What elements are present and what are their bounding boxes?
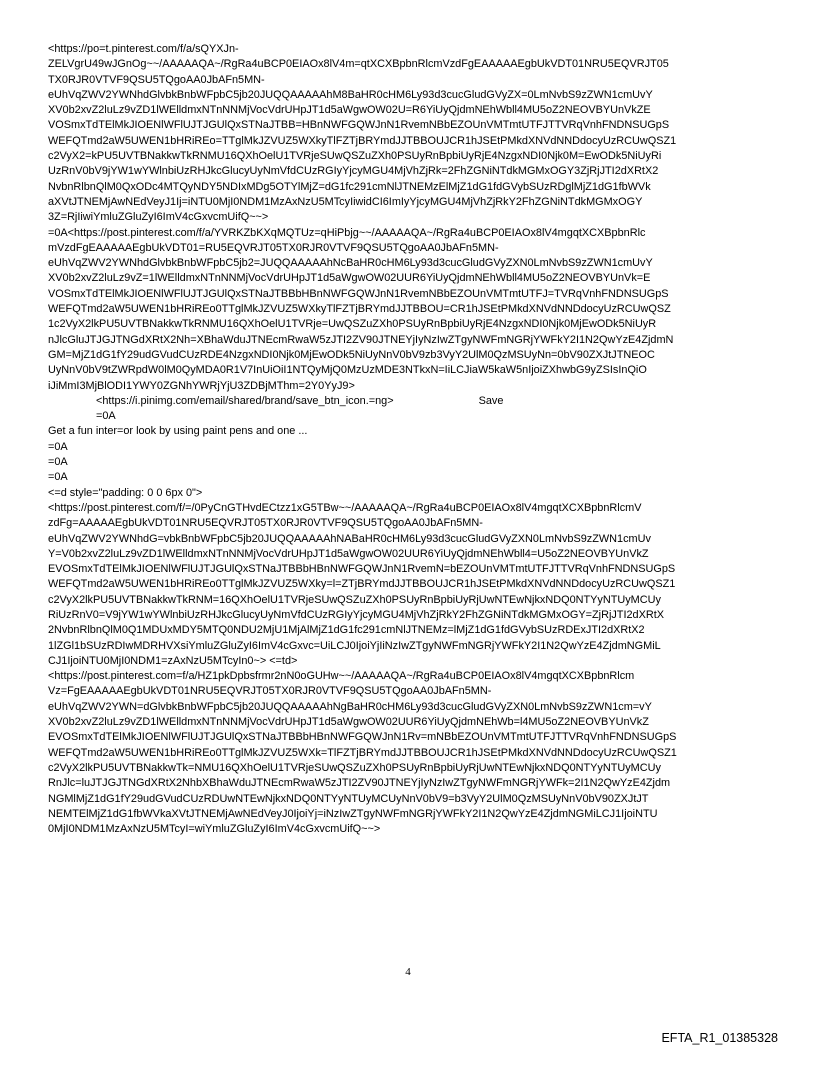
text-line: Y=V0b2xvZ2luLz9vZD1lWElldmxNTnNNMjVocVdrUHpJT1d5aWgwOW02UUR6YiUyQjdmNEhWbll4=U5oZ2NEOVBYUnVkZ: [48, 547, 649, 560]
text-line: RnJlc=luJTJGJTNGdXRtX2NhbXBhaWduJTNEcmRwaW5zJTI2ZV90JTNEYjIyNzIwZTgyNWFmNGRjYWFk=2I1N2QwYzE4Zjdm: [48, 777, 671, 790]
text-line: NGMlMjZ1dG1fY29udGVudCUzRDUwNTEwNjkxNDQ0NTYyNTUyMCUyNnV0bV9=b3VyY2UlM0QzMSUyNnV0bV90ZXJtJT: [48, 792, 649, 805]
page-number: 4: [405, 966, 411, 978]
text-line: c2VyX2lkPU5UVTBNakkwTk=NMU16QXhOelU1TVRjeSUwQSZuZXh0PSUyRnBpbiUyRjUwNTEwNjkxNDQ0NTYyNTUyMCUy: [48, 761, 661, 774]
document-id: EFTA_R1_01385328: [661, 1031, 778, 1045]
text-line: 1c2VyX2lkPU5UVTBNakkwTkRNMU16QXhOelU1TVRje=UwQSZuZXh0PSUyRnBpbiUyRjE4NzgxNDI0Njk0MjEwODk5NiUyR: [48, 318, 657, 331]
text-line: XV0b2xvZ2luLz9vZD1lWElldmxNTnNNMjVocVdrUHpJT1d5aWgwOW02UUR6YiUyQjdmNEhWb=l4MU5oZ2NEOVBYUnVkZ: [48, 716, 649, 729]
text-line: iJiMmI3MjBlODI1YWY0ZGNhYWRjYjU3ZDBjMThm=2Y0YyJ9>: [48, 379, 355, 392]
text-line: mVzdFgEAAAAAEgbUkVDT01=RU5EQVRJT05TX0RJR0VTVF9QSU5TQgoAA0JbAFn5MN-: [48, 241, 499, 254]
text-line: zdFg=AAAAAEgbUkVDT01NRU5EQVRJT05TX0RJR0VTVF9QSU5TQgoAA0JbAFn5MN-: [48, 517, 483, 530]
text-line: XV0b2xvZ2luLz9vZ=1lWElldmxNTnNNMjVocVdrUHpJT1d5aWgwOW02UUR6YiUyQjdmNEhWbll4MU5oZ2NEOVBYUnVk=E: [48, 272, 651, 285]
middle-lines-block: [48, 424, 770, 500]
save-label: Save: [478, 394, 504, 407]
text-line: eUhVqZWV2YWNhdG=vbkBnbWFpbC5jb20JUQQAAAAAhNABaHR0cHM6Ly93d3cucGludGVyZXN0LmNvbS9zZWN1cmUv: [48, 532, 651, 545]
text-line: aXVtJTNEMjAwNEdVeyJ1Ij=iNTU0MjI0NDM1MzAxNzU5MTcyIiwidCI6ImIyYjcyMGU4MjVhZjRkY2FhZGNiNTdkMGMxOGY: [48, 195, 643, 208]
email-body-text: [48, 42, 770, 837]
text-line: Get a fun inter=or look by using paint pens and one ...: [48, 425, 308, 438]
save-icon-url: <https://i.pinimg.com/email/shared/brand/save_btn_icon.=ng>: [96, 394, 394, 407]
text-line: UyNnV0bV9tZWRpdW0lM0QyMDA0R1V7InUiOiI1NTQyMjQ0MzUzMDE3NTkxN=IiLCJiaW5kaW5nIjoiZXhwbG9yZSIsInQiO: [48, 364, 647, 377]
text-line: <=d style="padding: 0 0 6px 0">: [48, 486, 203, 499]
text-line: <https://po=t.pinterest.com/f/a/sQYXJn-: [48, 43, 239, 55]
text-line: WEFQTmd2aW5UWEN1bHRiREo0TTglMkJZVUZ5WXky=l=ZTjBRYmdJJTBBOUJCR1hJSEtPMkdXNVdNNDdocyUzRCUwQSZ1: [48, 578, 676, 591]
text-line: eUhVqZWV2YWNhdGlvbkBnbWFpbC5jb2=JUQQAAAAAhNcBaHR0cHM6Ly93d3cucGludGVyZXN0LmNvbS9zZWN1cmUvY: [48, 257, 653, 270]
url-lines-block-2: [48, 501, 770, 838]
text-line: 0MjI0NDM1MzAxNzU5MTcyI=wiYmluZGluZyI6ImV4cGxvcmUifQ~~>: [48, 823, 381, 836]
text-line: Vz=FgEAAAAAEgbUkVDT01NRU5EQVRJT05TX0RJR0VTVF9QSU5TQgoAA0JbAFn5MN-: [48, 685, 492, 698]
text-line: 2NvbnRlbnQlM0Q1MDUxMDY5MTQ0NDU2MjU1MjAlMjZ1dG1fc291cmNlJTNEMz=lMjZ1dG1fdGVybSUzRDExJTI2dXRtX2: [48, 624, 645, 637]
save-button-row: [48, 394, 770, 409]
text-line: WEFQTmd2aW5UWEN1bHRiREo0TTglMkJZVUZ5WXk=TlFZTjBRYmdJJTBBOUJCR1hJSEtPMkdXNVdNNDdocyUzRCUwQSZ1: [48, 746, 677, 759]
text-line: EVOSmxTdTElMkJIOENlWFlUJTJGUlQxSTNaJTBBbHBnNWFGQWJnN1RvemN=bEZOUnVMTmtUTFJTTVRqVnhFNDNSUGpS: [48, 563, 676, 576]
text-line: =0A: [48, 456, 68, 469]
text-line: GM=MjZ1dG1fY29udGVudCUzRDE4NzgxNDI0Njk0MjEwODk5NiUyNnV0bV9zb3VyY2UlM0QzMSUyNn=0bV90ZXJtJTNEOC: [48, 348, 655, 361]
text-line: <https://post.pinterest.com/f/=/0PyCnGTHvdECtzz1xG5TBw~~/AAAAAQA~/RgRa4uBCP0EIAOx8lV4mgqtXCXBpbnRlcmV: [48, 501, 642, 514]
text-line: NEMTElMjZ1dG1fbWVkaXVtJTNEMjAwNEdVeyJ0IjoiYj=iNzIwZTgyNWFmNGRjYWFkY2I1N2QwYzE4ZjdmNGMiLCJ1IjoiNTU: [48, 807, 658, 820]
text-line: 3Z=RjIiwiYmluZGluZyI6ImV4cGxvcmUifQ~~>: [48, 211, 269, 224]
text-line: eUhVqZWV2YWN=dGlvbkBnbWFpbC5jb20JUQQAAAAAhNgBaHR0cHM6Ly93d3cucGludGVyZXN0LmNvbS9zZWN1cm=vY: [48, 700, 652, 713]
text-line: =0A<https://post.pinterest.com/f/a/YVRKZbKXqMQTUz=qHiPbjg~~/AAAAAQA~/RgRa4uBCP0EIAOx8lV4mgqtXCXBpbnRlc: [48, 226, 646, 239]
text-line: WEFQTmd2aW5UWEN1bHRiREo0TTglMkJZVUZ5WXkyTlFZTjBRYmdJJTBBOU=CR1hJSEtPMkdXNVdNNDdocyUzRCUwQSZ: [48, 303, 671, 316]
text-line: UzRnV0bV9jYW1wYWlnbiUzRHJkcGlucyUyNmVfdCUzRGIyYjcyMGU4MjVhZjRk=2FhZGNiNTdkMGMxOGY3ZjRjJTI2dXRtX2: [48, 165, 659, 178]
text-line: =0A: [48, 440, 68, 453]
text-line: nJlcGluJTJGJTNGdXRtX2Nh=XBhaWduJTNEcmRwaW5zJTI2ZV90JTNEYjIyNzIwZTgyNWFmNGRjYWFkY2I1N2QwYzE4ZjdmN: [48, 333, 674, 346]
text-line: c2VyX2lkPU5UVTBNakkwTkRNM=16QXhOelU1TVRjeSUwQSZuZXh0PSUyRnBpbiUyRjUwNTEwNjkxNDQ0NTYyNTUyMCUy: [48, 593, 661, 606]
text-line: VOSmxTdTElMkJIOENlWFlUJTJGUlQxSTNaJTBB=HBnNWFGQWJnN1RvemNBbEZOUnVMTmtUTFJTTVRqVnhFNDNSUGpS: [48, 119, 670, 132]
text-line: 1lZGl1bSUzRDIwMDRHVXsiYmluZGluZyI6ImV4cGxvc=UiLCJ0IjoiYjIiNzIwZTgyNWFmNGRjYWFkY2I1N2QwYzE4ZjdmNGMiL: [48, 639, 661, 652]
text-line: <https://post.pinterest.com=f/a/HZ1pkDpbsfrmr2nN0oGUHw~~/AAAAAQA~/RgRa4uBCP0EIAOx8lV4mgqtXCXBpbnRlcm: [48, 670, 635, 683]
text-line: =0A: [48, 471, 68, 484]
text-line: NvbnRlbnQlM0QxODc4MTQyNDY5NDIxMDg5OTYlMjZ=dG1fc291cmNlJTNEMzElMjZ1dG1fdGVybSUzRDglMjZ1dG1fbWVk: [48, 180, 651, 193]
text-line: ZELVgrU49wJGnOg~~/AAAAAQA~/RgRa4uBCP0EIAOx8lV4m=qtXCXBpbnRlcmVzdFgEAAAAAEgbUkVDT01NRU5EQVRJT05: [48, 58, 669, 71]
url-lines-block-1: [48, 42, 770, 394]
text-line: XV0b2xvZ2luLz9vZD1lWElldmxNTnNNMjVocVdrUHpJT1d5aWgwOW02U=R6YiUyQjdmNEhWbll4MU5oZ2NEOVBYUnVkZE: [48, 104, 651, 117]
text-line: c2VyX2=kPU5UVTBNakkwTkRNMU16QXhOelU1TVRjeSUwQSZuZXh0PSUyRnBpbiUyRjE4NzgxNDI0Njk0M=EwODk5NiUyRi: [48, 150, 662, 163]
text-line: CJ1IjoiNTU0MjI0NDM1=zAxNzU5MTcyIn0~> <=td>: [48, 654, 298, 667]
text-line: EVOSmxTdTElMkJIOENlWFlUJTJGUlQxSTNaJTBBbHBnNWFGQWJnN1Rv=mNBbEZOUnVMTmtUTFJTTVRqVnhFNDNSUGpS: [48, 731, 677, 744]
text-line: WEFQTmd2aW5UWEN1bHRiREo=TTglMkJZVUZ5WXkyTlFZTjBRYmdJJTBBOUJCR1hJSEtPMkdXNVdNNDdocyUzRCUwQSZ1: [48, 134, 677, 147]
encoded-newline: =0A: [96, 410, 116, 423]
text-line: VOSmxTdTElMkJIOENlWFlUJTJGUlQxSTNaJTBBbHBnNWFGQWJnN1RvemNBbEZOUnVMTmtUTFJ=TVRqVnhFNDNSUGpS: [48, 287, 669, 300]
text-line: TX0RJR0VTVF9QSU5TQgoAA0JbAFn5MN-: [48, 73, 265, 86]
text-line: eUhVqZWV2YWNhdGlvbkBnbWFpbC5jb20JUQQAAAAAhM8BaHR0cHM6Ly93d3cucGludGVyZX=0LmNvbS9zZWN1cmUvY: [48, 88, 653, 101]
text-line: RiUzRnV0=V9jYW1wYWlnbiUzRHJkcGlucyUyNmVfdCUzRGIyYjcyMGU4MjVhZjRkY2FhZGNiNTdkMGMxOGY=ZjRjJTI2dXRtX: [48, 608, 665, 621]
